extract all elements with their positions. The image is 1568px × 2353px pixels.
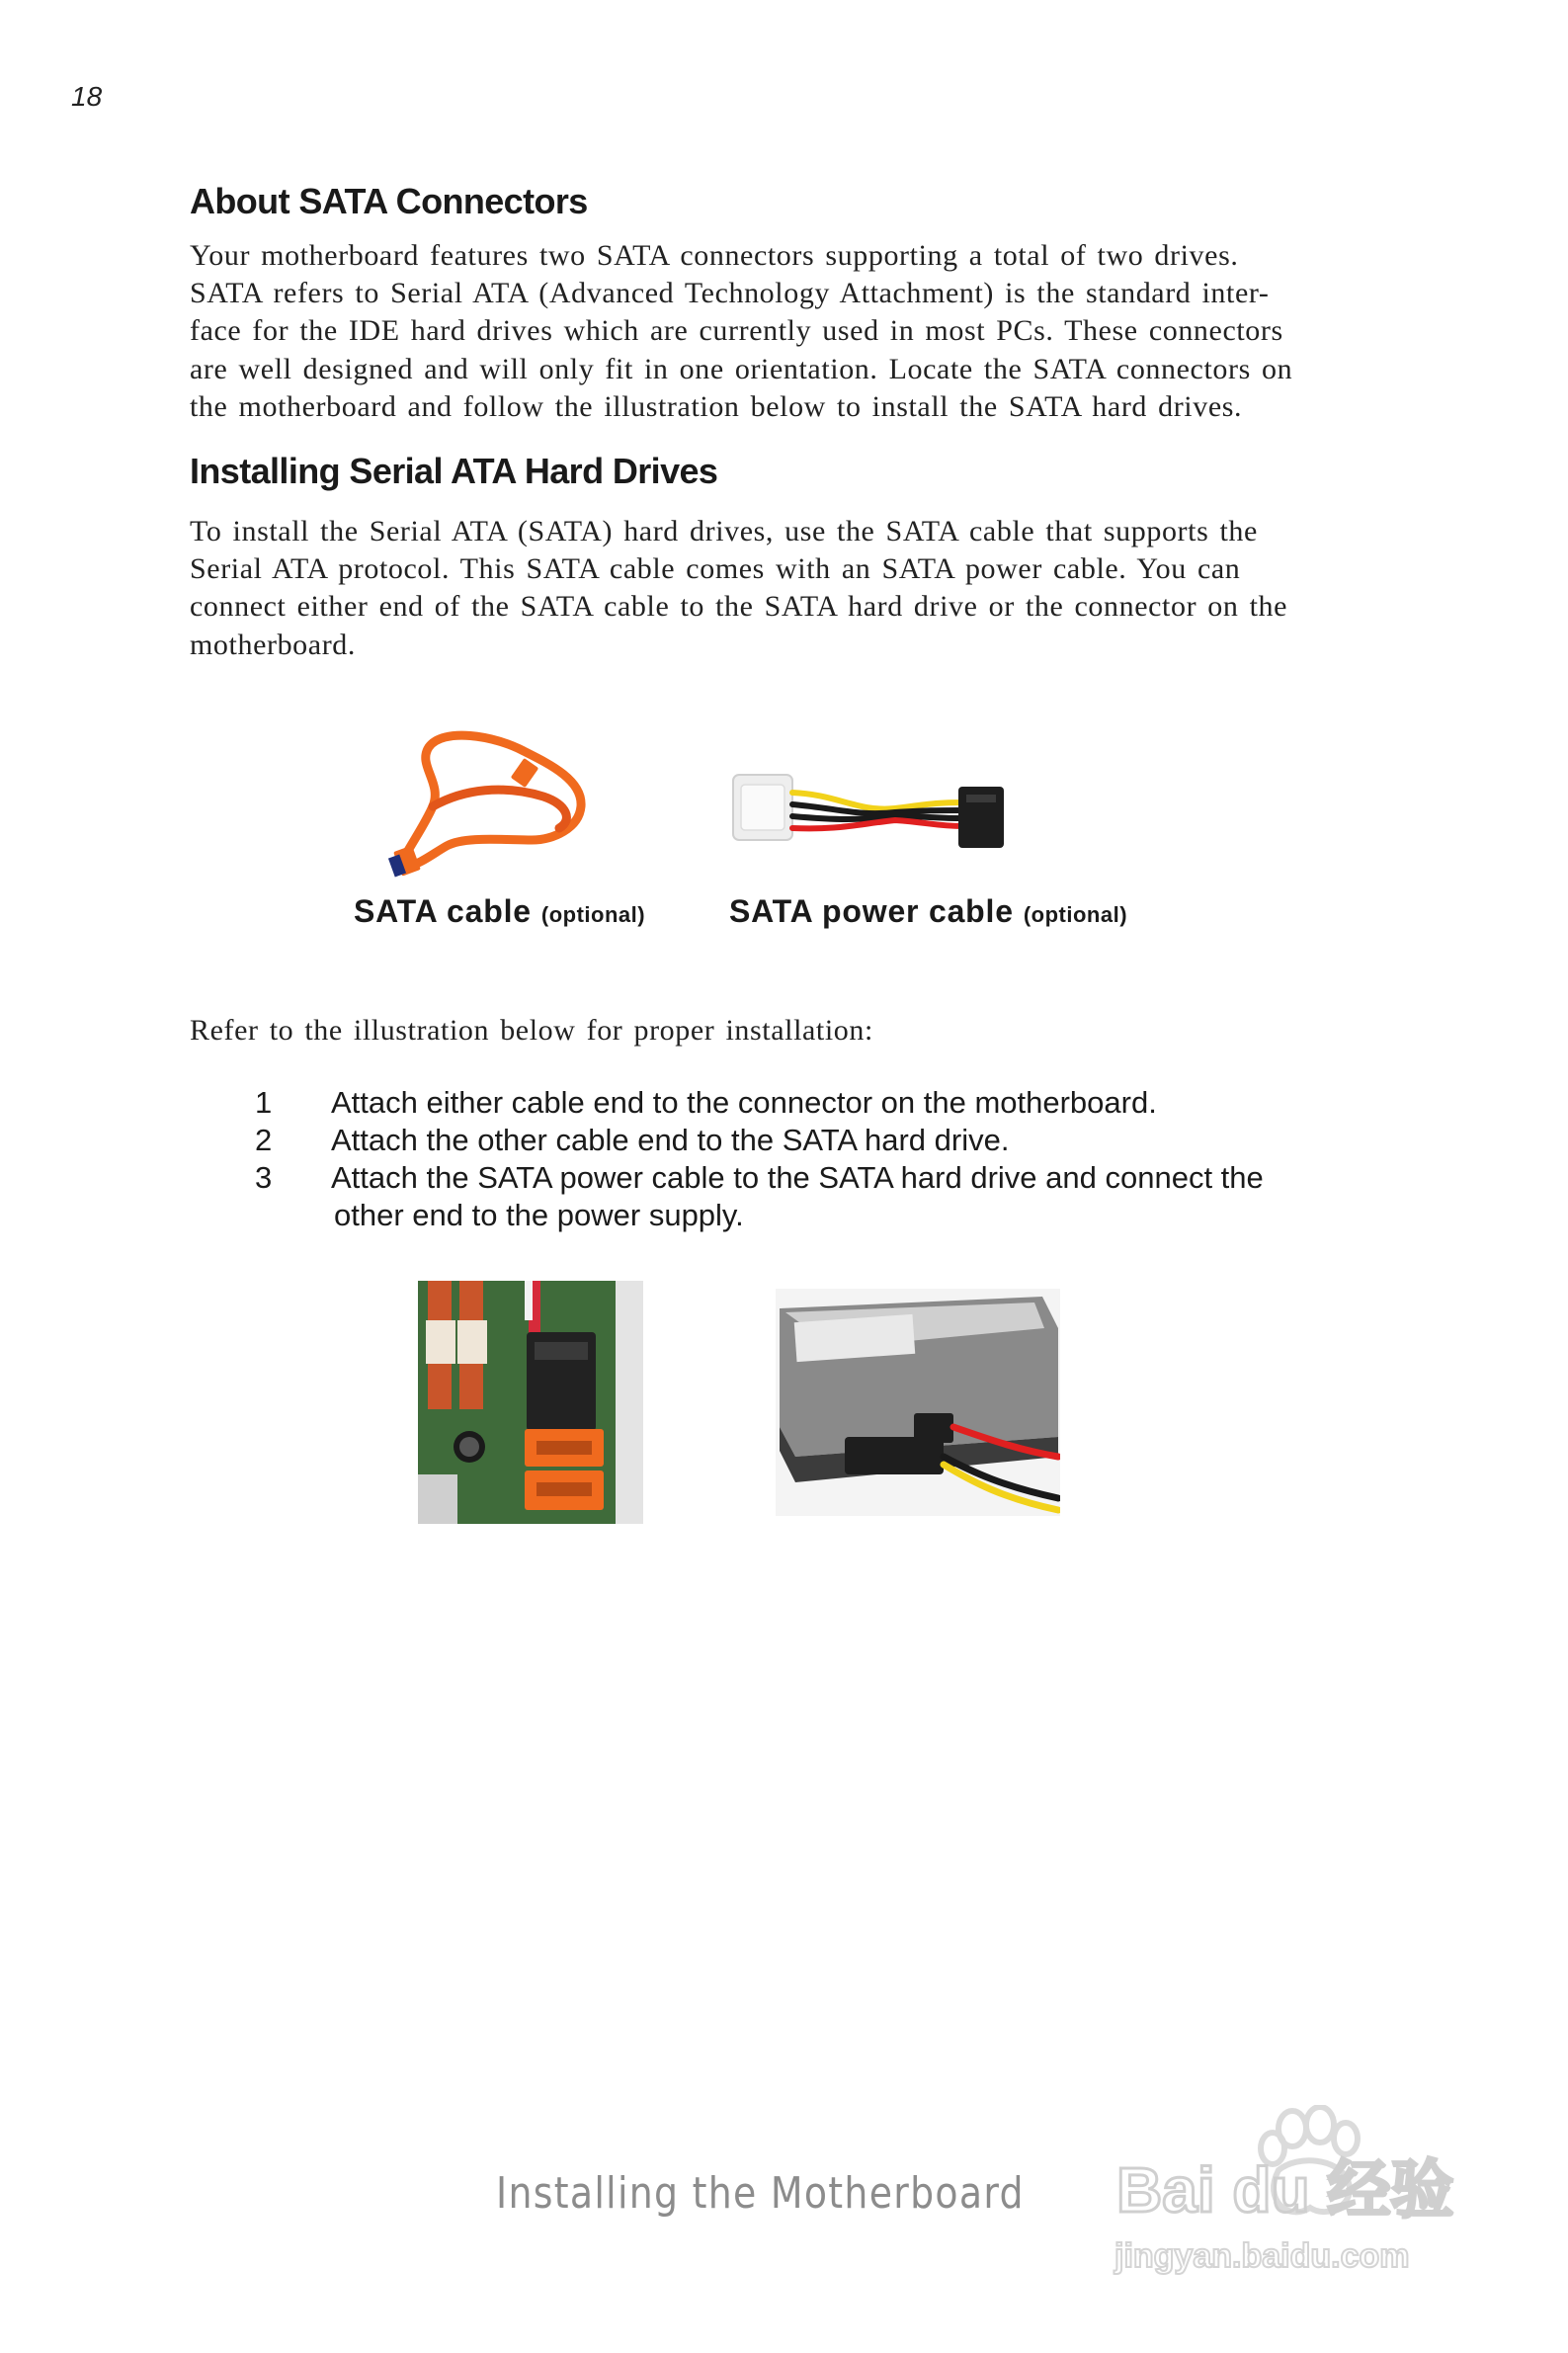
install-intro: Refer to the illustration below for proper installation: [190, 1014, 873, 1047]
baidu-jingyan-watermark-logo [1105, 2105, 1470, 2283]
install-steps-list [255, 1085, 1322, 1235]
paragraph-line: Your motherboard features two SATA connectors supporting a total of two drives. [190, 239, 1239, 272]
caption-sata-power-cable-label: SATA power cable [729, 893, 1014, 929]
footer-title: Installing the Motherboard [496, 2168, 1025, 2219]
paragraph-about-sata [190, 237, 1316, 426]
step-text: Attach the SATA power cable to the SATA hard drive and connect the [331, 1160, 1264, 1195]
watermark-brand-text: Bai du 经验 [1116, 2154, 1454, 2226]
caption-sata-cable-note: (optional) [540, 902, 646, 927]
page-number: 18 [71, 81, 103, 112]
sata-power-cable-image [729, 759, 1016, 868]
paragraph-line: face for the IDE hard drives which are currently used in most PCs. These connectors [190, 314, 1283, 348]
caption-sata-power-cable-note: (optional) [1023, 902, 1128, 927]
caption-sata-cable [354, 893, 645, 930]
paragraph-line: are well designed and will only fit in one orientation. Locate the SATA connectors on [190, 352, 1293, 385]
paragraph-installing-sata [190, 513, 1316, 664]
list-item [255, 1160, 1322, 1235]
step-text-continued: other end to the power supply. [334, 1198, 744, 1232]
step-number: 3 [255, 1160, 273, 1195]
heading-about-sata: About SATA Connectors [190, 181, 588, 221]
motherboard-connector-photo [418, 1281, 643, 1524]
sata-cable-image [385, 729, 603, 887]
caption-sata-cable-label: SATA cable [354, 893, 532, 929]
hard-drive-photo [776, 1289, 1060, 1516]
step-number: 2 [255, 1123, 273, 1157]
paragraph-line: motherboard. [190, 628, 356, 661]
step-number: 1 [255, 1085, 273, 1120]
list-item [255, 1085, 1322, 1123]
paragraph-line: Serial ATA protocol. This SATA cable comes with an SATA power cable. You can [190, 552, 1241, 586]
step-text: Attach the other cable end to the SATA hard drive. [331, 1123, 1010, 1157]
paragraph-line: connect either end of the SATA cable to the SATA hard drive or the connector on the [190, 590, 1288, 624]
caption-sata-power-cable [729, 893, 1127, 930]
paragraph-line: SATA refers to Serial ATA (Advanced Technology Attachment) is the standard inter- [190, 277, 1270, 310]
paragraph-line: the motherboard and follow the illustration below to install the SATA hard drives. [190, 389, 1243, 423]
heading-installing-sata: Installing Serial ATA Hard Drives [190, 451, 718, 491]
step-text: Attach either cable end to the connector on the motherboard. [331, 1085, 1157, 1120]
paragraph-line: To install the Serial ATA (SATA) hard drives, use the SATA cable that supports the [190, 515, 1258, 547]
list-item [255, 1123, 1322, 1160]
watermark-url-text: jingyan.baidu.com [1114, 2237, 1410, 2275]
